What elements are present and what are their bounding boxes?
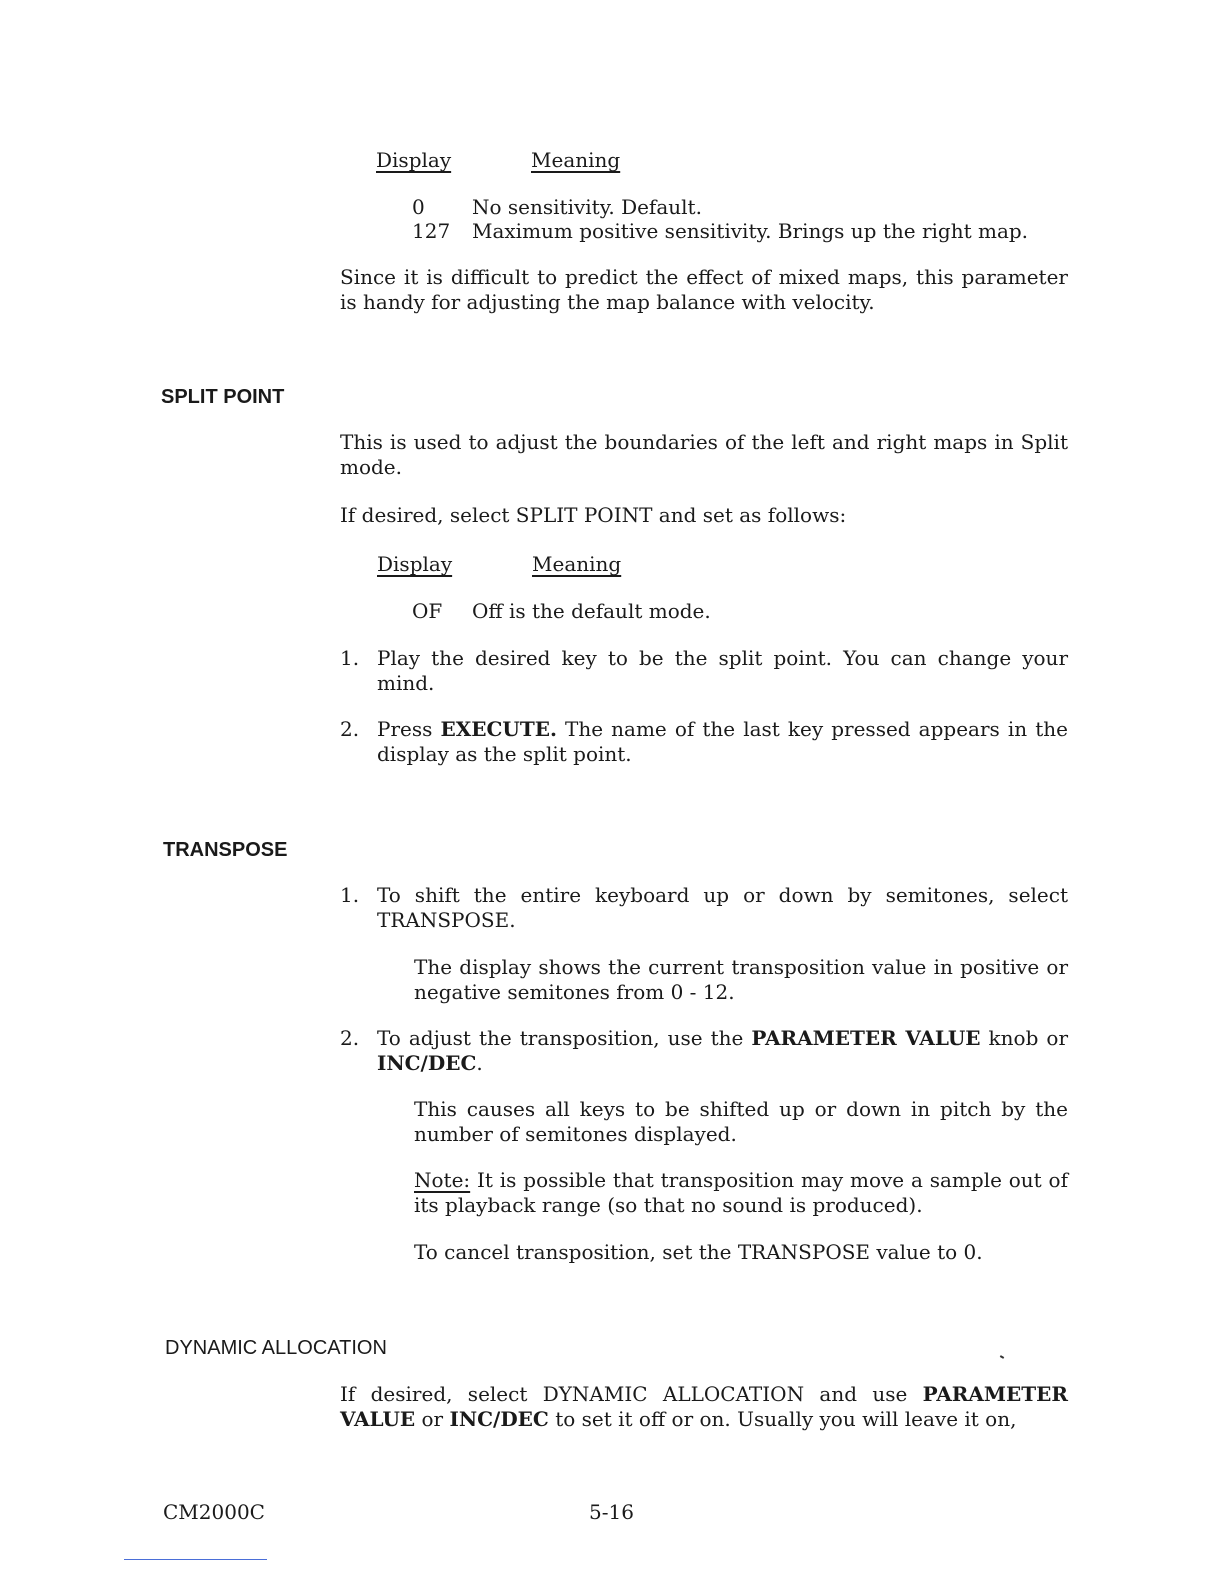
split-point-paragraph: This is used to adjust the boundaries of the left and right maps in Split mode.: [340, 430, 1068, 479]
table-row-display: 127: [412, 219, 451, 243]
transpose-cancel-text: To cancel transposition, set the TRANSPOSE value to 0.: [414, 1240, 983, 1264]
split-step-1: Play the desired key to be the split point. You can change your mind.: [377, 646, 1068, 695]
transpose-step-2-detail: This causes all keys to be shifted up or down in pitch by the number of semitones displayed.: [414, 1097, 1068, 1146]
transpose-step-number: 2.: [340, 1026, 360, 1050]
transpose-step-2: To adjust the transposition, use the PARAMETER VALUE knob or INC/DEC.: [377, 1026, 1069, 1075]
intro-paragraph: Since it is difficult to predict the effect of mixed maps, this parameter is handy for adjusting the map balance with velocity.: [340, 265, 1068, 314]
transpose-note: Note: It is possible that transposition may move a sample out of its playback range (so that no sound is produced).: [414, 1168, 1068, 1217]
bottom-divider: [124, 1559, 267, 1560]
split-step-number: 1.: [340, 646, 360, 670]
transpose-step-1: To shift the entire keyboard up or down by semitones, select TRANSPOSE.: [377, 883, 1068, 932]
table-row-meaning: Maximum positive sensitivity. Brings up the right map.: [472, 219, 1029, 243]
footer-page-number: 5-16: [589, 1500, 634, 1524]
split-step-2: Press EXECUTE. The name of the last key pressed appears in the display as the split point.: [377, 717, 1068, 766]
split-step-number: 2.: [340, 717, 360, 741]
split-point-instruction: If desired, select SPLIT POINT and set as follows:: [340, 503, 847, 527]
split-table-row-display: OF: [412, 599, 443, 623]
stray-mark: [1000, 1355, 1004, 1359]
dynamic-allocation-paragraph: If desired, select DYNAMIC ALLOCATION and use PARAMETER VALUE or INC/DEC to set it off or on. Usually you will leave it on,: [340, 1382, 1068, 1431]
table-header-meaning: Meaning: [531, 148, 621, 172]
table-row-meaning: No sensitivity. Default.: [472, 195, 702, 219]
split-table-header-meaning: Meaning: [532, 552, 622, 576]
section-heading-transpose: TRANSPOSE: [163, 839, 288, 861]
table-row-display: 0: [412, 195, 425, 219]
split-table-row-meaning: Off is the default mode.: [472, 599, 711, 623]
split-table-header-display: Display: [377, 552, 453, 576]
table-header-display: Display: [376, 148, 452, 172]
transpose-step-number: 1.: [340, 883, 360, 907]
transpose-step-1-detail: The display shows the current transposition value in positive or negative semitones from 0 - 12.: [414, 955, 1068, 1004]
footer-model: CM2000C: [163, 1500, 265, 1524]
section-heading-split-point: SPLIT POINT: [161, 386, 285, 408]
section-heading-dynamic-allocation: DYNAMIC ALLOCATION: [165, 1337, 387, 1359]
